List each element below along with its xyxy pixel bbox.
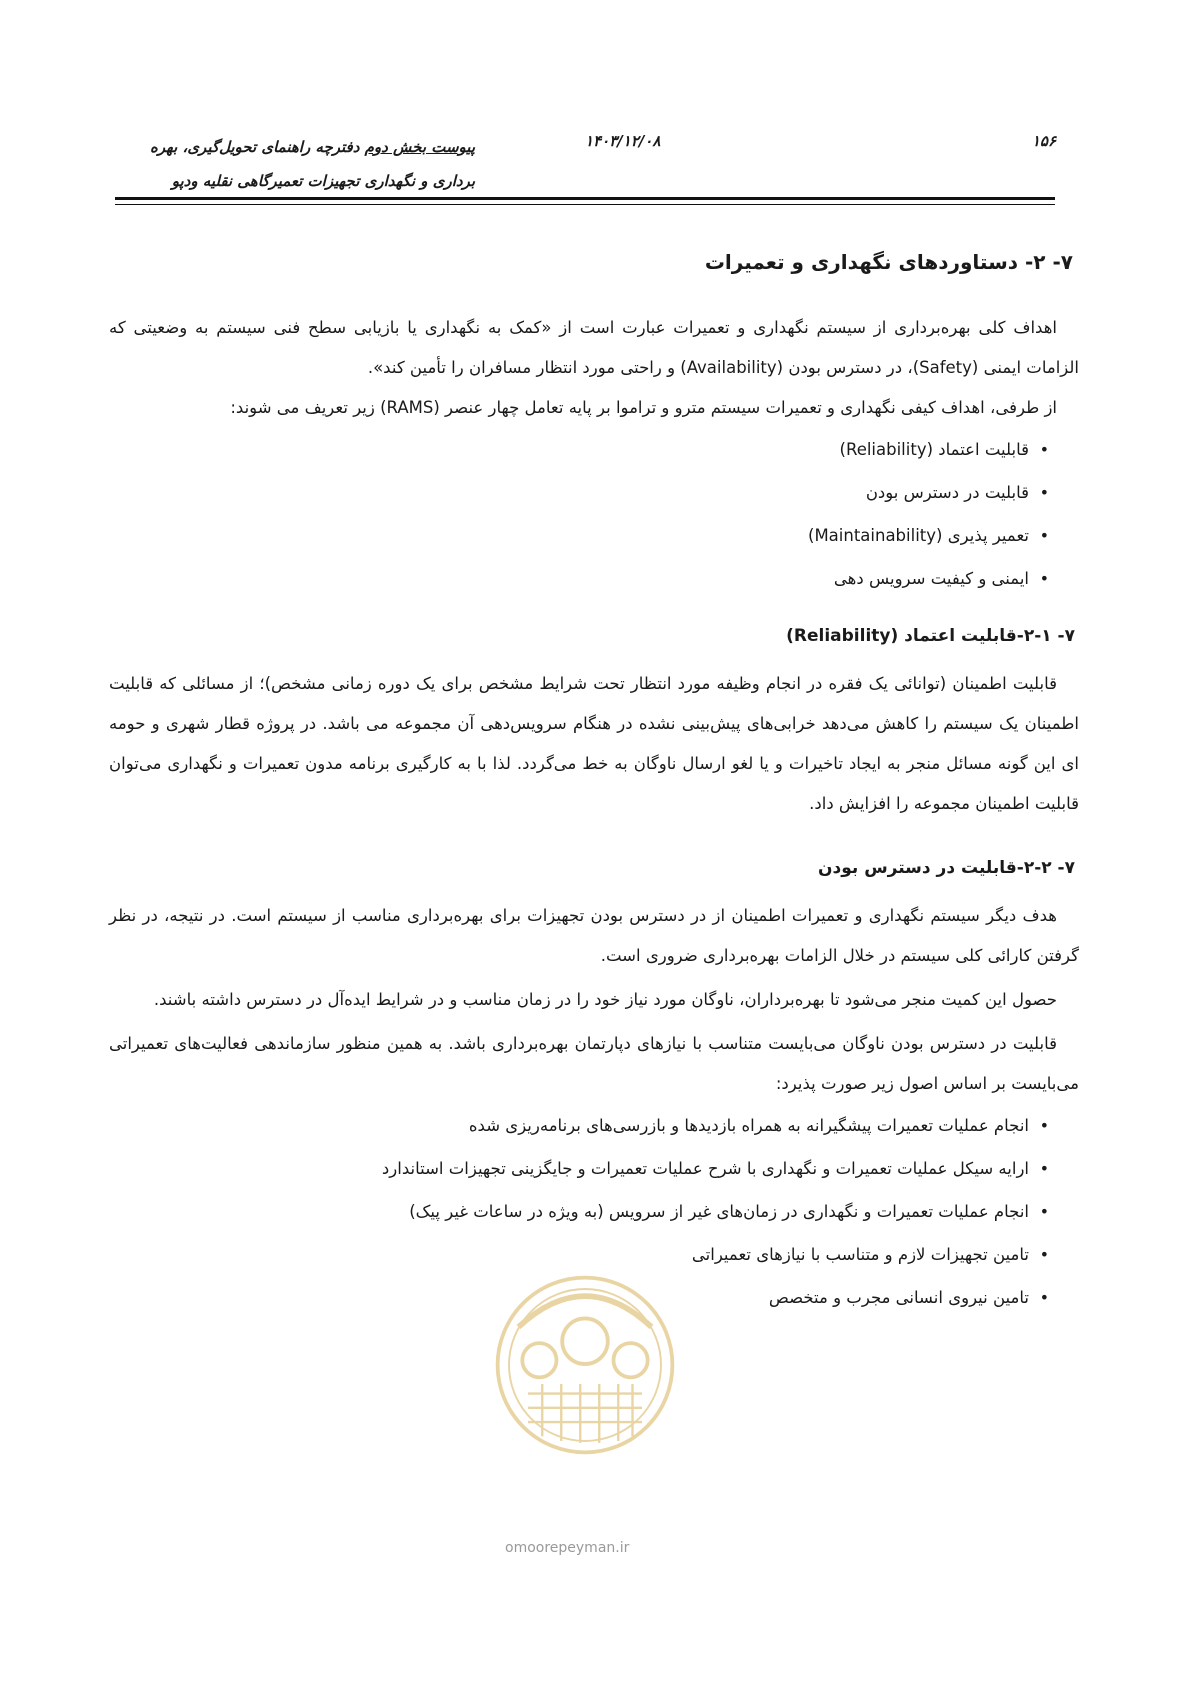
list-item: • قابلیت اعتماد (Reliability)	[109, 428, 1049, 471]
header-rule-thin	[115, 204, 1055, 205]
section-heading-reliability: ۷- ۲-۱-قابلیت اعتماد (Reliability)	[786, 626, 1075, 646]
paragraph: هدف دیگر سیستم نگهداری و تعمیرات اطمینان از در دسترس بودن تجهیزات برای بهره‌برداری مناسب از سیستم است. در نتیجه، در نظر گرفتن کارائی کلی سیستم در خلال الزامات بهره‌برداری ضروری است.	[109, 906, 1079, 965]
watermark-seal-icon	[490, 1270, 680, 1460]
list-item: • تامین تجهیزات لازم و متناسب با نیازهای تعمیراتی	[109, 1233, 1049, 1276]
rams-list	[109, 428, 1079, 600]
list-item: • تامین نیروی انسانی مجرب و متخصص	[109, 1276, 1049, 1319]
page-number: ۱۵۶	[1031, 132, 1056, 150]
header-rule-thick	[115, 197, 1055, 200]
header-title-rest: دفترچه راهنمای تحویل‌گیری، بهره	[150, 138, 365, 156]
paragraph: قابلیت اطمینان (توانائی یک فقره در انجام وظیفه مورد انتظار تحت شرایط مشخص برای یک دوره زمانی مشخص)؛ از مسائلی که قابلیت اطمینان یک سیستم را کاهش می‌دهد خرابی‌های پیش‌بینی نشده در هنگام سرویس‌دهی آن مجموعه می باشد. در پروژه قطار شهری و حومه ای این گونه مسائل منجر به ایجاد تاخیرات و یا لغو ارسال ناوگان به خط می‌گردد. لذا با به کارگیری برنامه مدون تعمیرات و نگهداری می‌توان قابلیت اطمینان مجموعه را افزایش داد.	[109, 674, 1079, 813]
list-item: • ایمنی و کیفیت سرویس دهی	[109, 557, 1049, 600]
paragraph: از طرفی، اهداف کیفی نگهداری و تعمیرات سیستم مترو و تراموا بر پایه تعامل چهار عنصر (RAMS) زیر تعریف می شوند:	[230, 398, 1057, 417]
header-date: ۱۴۰۳/۱۲/۰۸	[585, 132, 661, 150]
spacer	[109, 600, 1079, 616]
section-heading-availability: ۷- ۲-۲-قابلیت در دسترس بودن	[818, 858, 1075, 878]
list-item: • انجام عملیات تعمیرات و نگهداری در زمان‌های غیر از سرویس (به ویژه در ساعات غیر پیک)	[109, 1190, 1049, 1233]
section-heading-achievements: ۷- ۲- دستاوردهای نگهداری و تعمیرات	[704, 250, 1073, 274]
paragraph: اهداف کلی بهره‌برداری از سیستم نگهداری و تعمیرات عبارت است از «کمک به نگهداری یا بازیابی سطح فنی سیستم به وضعیتی که الزامات ایمنی (Safety)، در دسترس بودن (Availability) و راحتی مورد انتظار مسافران را تأمین کند».	[109, 318, 1079, 377]
header-title	[115, 130, 475, 198]
header-title-underlined: پیوست بخش دوم	[364, 138, 475, 156]
paragraph: حصول این کمیت منجر می‌شود تا بهره‌برداران، ناوگان مورد نیاز خود را در زمان مناسب و در شرایط ایده‌آل در دسترس داشته باشند.	[153, 990, 1057, 1009]
watermark-url: omoorepeyman.ir	[505, 1540, 630, 1556]
list-item: • تعمیر پذیری (Maintainability)	[109, 514, 1049, 557]
main-content	[109, 242, 1079, 1319]
spacer	[109, 824, 1079, 848]
list-item: • ارایه سیکل عملیات تعمیرات و نگهداری با شرح عملیات تعمیرات و جایگزینی تجهیزات استاندارد	[109, 1147, 1049, 1190]
paragraph: قابلیت در دسترس بودن ناوگان می‌بایست متناسب با نیازهای دپارتمان بهره‌برداری باشد. به همین منظور سازماندهی فعالیت‌های تعمیراتی می‌بایست بر اساس اصول زیر صورت پذیرد:	[109, 1034, 1079, 1093]
list-item: • انجام عملیات تعمیرات پیشگیرانه به همراه بازدیدها و بازرسی‌های برنامه‌ریزی شده	[109, 1104, 1049, 1147]
list-item: • قابلیت در دسترس بودن	[109, 471, 1049, 514]
header-title-line2: برداری و نگهداری تجهیزات تعمیرگاهی نقلیه ودپو	[171, 172, 475, 190]
